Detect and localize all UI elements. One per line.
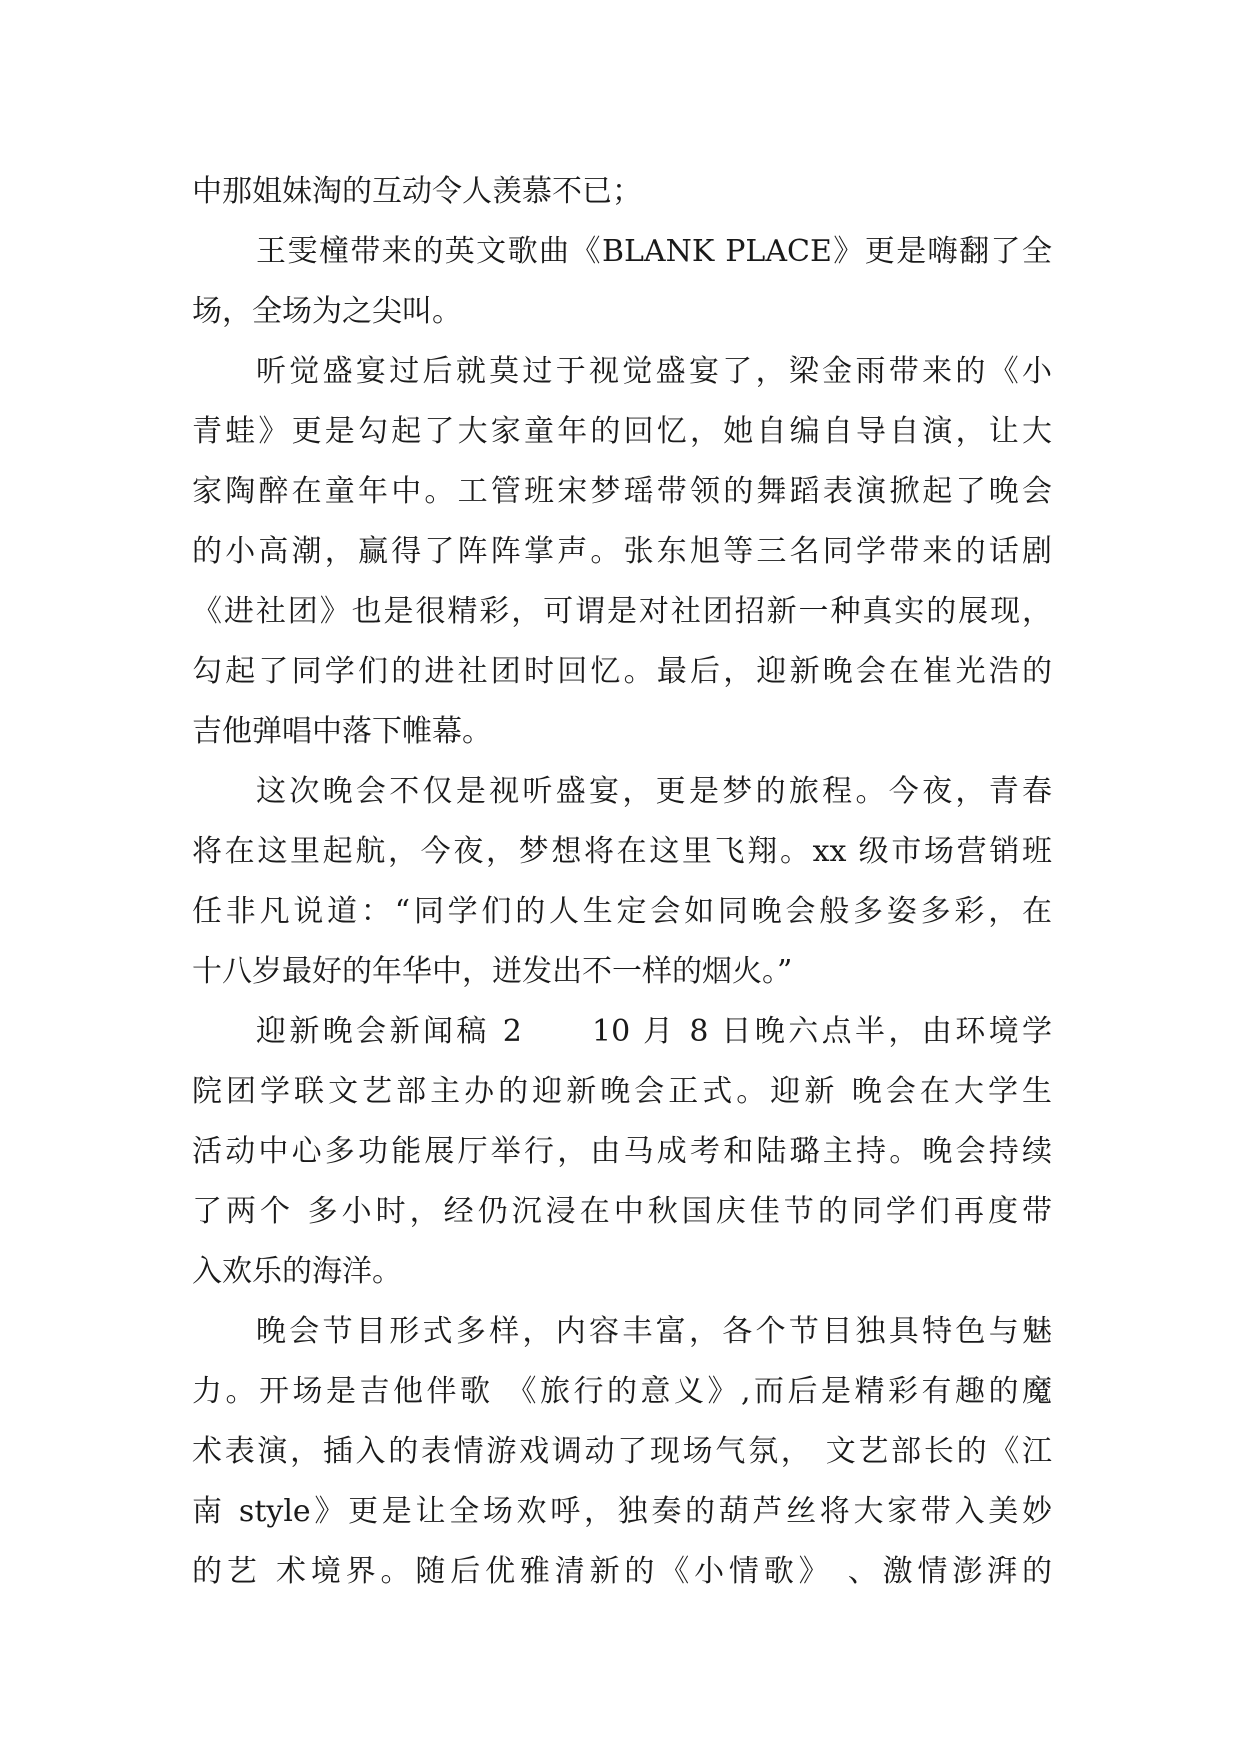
- text-line: 场，全场为之尖叫。: [192, 294, 462, 329]
- text-line: 中那姐妹淘的互动令人羡慕不已；: [192, 174, 642, 209]
- text-line: 的小高潮，赢得了阵阵掌声。张东旭等三名同学带来的话剧: [192, 534, 1052, 569]
- text-line: 力。开场是吉他伴歌 《旅行的意义》,而后是精彩有趣的魔: [192, 1374, 1052, 1409]
- text-line: 活动中心多功能展厅举行，由马成考和陆璐主持。晚会持续: [192, 1134, 1052, 1169]
- text-line: 晚会节目形式多样，内容丰富，各个节目独具特色与魅: [256, 1314, 1052, 1349]
- text-line: 这次晚会不仅是视听盛宴，更是梦的旅程。今夜，青春: [256, 774, 1052, 809]
- text-line: 院团学联文艺部主办的迎新晚会正式。迎新 晚会在大学生: [192, 1074, 1052, 1109]
- text-line: 青蛙》更是勾起了大家童年的回忆，她自编自导自演，让大: [192, 414, 1052, 449]
- text-line: 了两个 多小时，经仍沉浸在中秋国庆佳节的同学们再度带: [192, 1194, 1052, 1229]
- text-line: 将在这里起航，今夜，梦想将在这里飞翔。xx 级市场营销班: [192, 834, 1052, 869]
- text-line: 十八岁最好的年华中，迸发出不一样的烟火。”: [192, 954, 793, 989]
- text-line: 吉他弹唱中落下帷幕。: [192, 714, 492, 749]
- text-line: 任非凡说道：“同学们的人生定会如同晚会般多姿多彩，在: [192, 894, 1052, 929]
- text-line: 《进社团》也是很精彩，可谓是对社团招新一种真实的展现，: [192, 594, 1052, 629]
- document-body: [192, 162, 1052, 1602]
- text-line: 王雯橦带来的英文歌曲《BLANK PLACE》更是嗨翻了全: [256, 234, 1052, 269]
- text-line: 术表演，插入的表情游戏调动了现场气氛， 文艺部长的《江: [192, 1434, 1052, 1469]
- text-line: 听觉盛宴过后就莫过于视觉盛宴了，梁金雨带来的《小: [256, 354, 1052, 389]
- text-line: 勾起了同学们的进社团时回忆。最后，迎新晚会在崔光浩的: [192, 654, 1052, 689]
- text-line: 南 style》更是让全场欢呼，独奏的葫芦丝将大家带入美妙: [192, 1494, 1052, 1529]
- text-line: 的艺 术境界。随后优雅清新的《小情歌》 、激情澎湃的: [192, 1554, 1052, 1589]
- text-line: 迎新晚会新闻稿 2 10 月 8 日晚六点半，由环境学: [256, 1014, 1052, 1049]
- text-line: 入欢乐的海洋。: [192, 1254, 402, 1289]
- text-line: 家陶醉在童年中。工管班宋梦瑶带领的舞蹈表演掀起了晚会: [192, 474, 1052, 509]
